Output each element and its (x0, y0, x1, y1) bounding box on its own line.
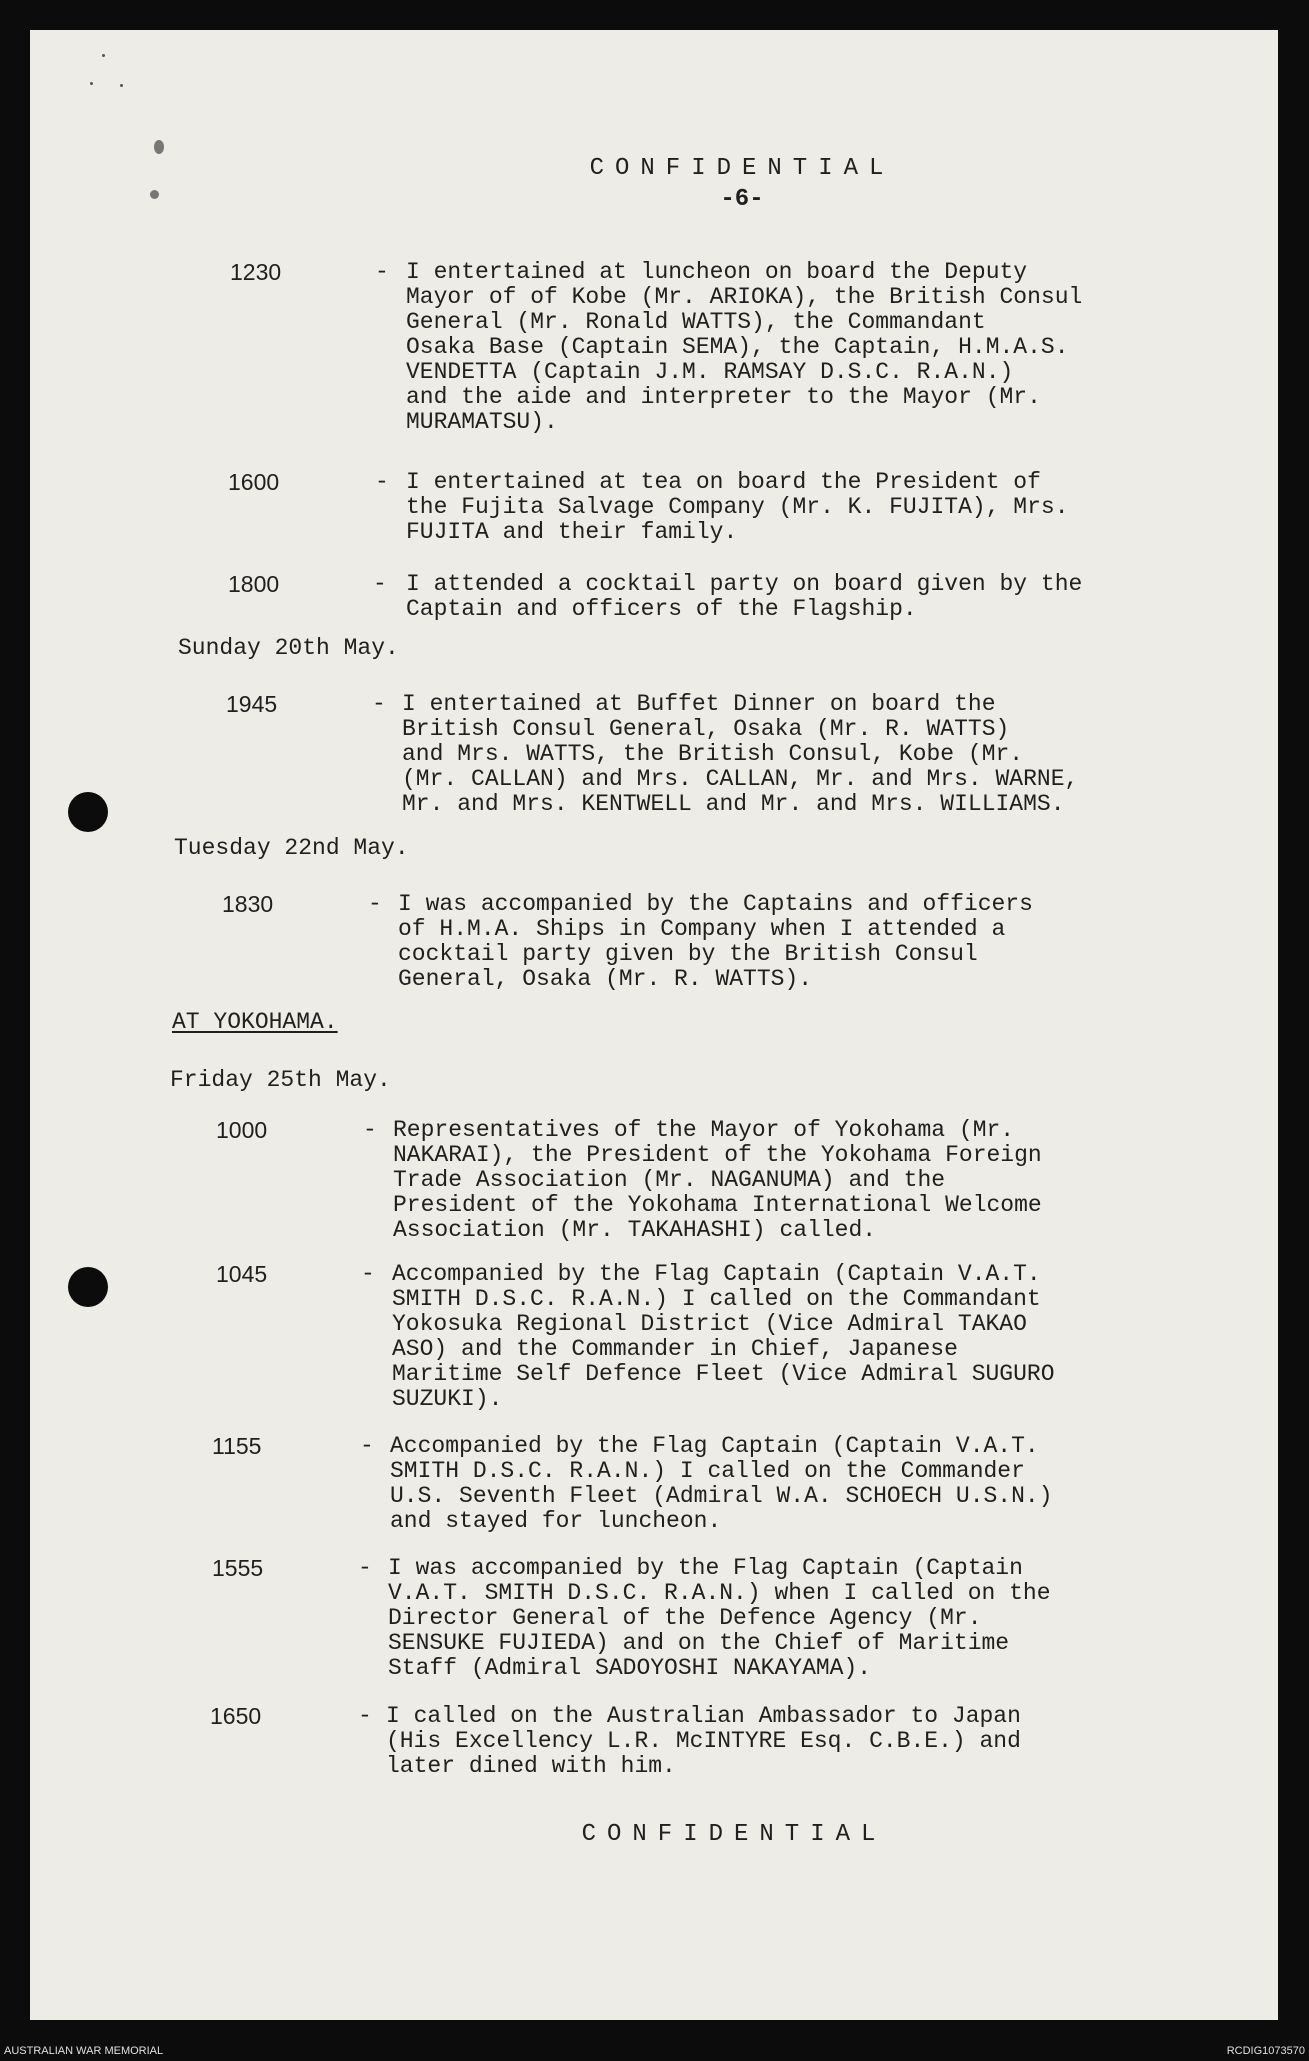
entry-dash: - (360, 1433, 374, 1459)
entry-text: I entertained at tea on board the President of the Fujita Salvage Company (Mr. K. FUJITA), Mrs. FUJITA and their family. (406, 469, 1069, 545)
document-page (30, 30, 1278, 2020)
entry-time: 1600 (228, 469, 280, 495)
entry-time: 1800 (228, 571, 280, 597)
page-number: -6- (720, 186, 764, 213)
entry-dash: - (368, 891, 382, 917)
entry-text: I entertained at Buffet Dinner on board the British Consul General, Osaka (Mr. R. WATTS) and Mrs. WATTS, the British Consul, Kobe (Mr. (Mr. CALLAN) and Mrs. CALLAN, Mr. and Mrs. WARNE, Mr. and Mrs. KENTWELL and Mr. and Mrs. WILLIAMS. (402, 691, 1079, 817)
entry-dash: - (372, 691, 386, 717)
archive-bar (0, 2042, 1309, 2061)
entry-text: I was accompanied by the Flag Captain (Captain V.A.T. SMITH D.S.C. R.A.N.) when I called on the Director General of the Defence Agency (Mr. SENSUKE FUJIEDA) and on the Chief of Maritime Staff (Admiral SADOYOSHI NAKAYAMA). (388, 1555, 1051, 1681)
entry-time: 1945 (226, 691, 278, 717)
day-heading-friday: Friday 25th May. (170, 1067, 391, 1093)
entry-text: Accompanied by the Flag Captain (Captain V.A.T. SMITH D.S.C. R.A.N.) I called on the Commandant Yokosuka Regional District (Vice Admiral TAKAO ASO) and the Commander in Chief, Japanese Maritime Self Defence Fleet (Vice Admiral SUGURO SUZUKI). (392, 1261, 1055, 1412)
entry-time: 1000 (216, 1117, 268, 1143)
entry-dash: - (358, 1703, 372, 1729)
entry-dash: - (375, 259, 389, 285)
entry-text: I entertained at luncheon on board the Deputy Mayor of of Kobe (Mr. ARIOKA), the British Consul General (Mr. Ronald WATTS), the Commandant Osaka Base (Captain SEMA), the Captain, H.M.A.S. VENDETTA (Captain J.M. RAMSAY D.S.C. R.A.N.) and the aide and interpreter to the Mayor (Mr. MURAMATSU). (406, 259, 1083, 435)
confidential-footer: CONFIDENTIAL (581, 1821, 887, 1848)
entry-dash: - (363, 1117, 377, 1143)
paper-mark (90, 82, 93, 85)
entry-time: 1045 (216, 1261, 268, 1287)
entry-dash: - (361, 1261, 375, 1287)
entry-text: Representatives of the Mayor of Yokohama (Mr. NAKARAI), the President of the Yokohama Foreign Trade Association (Mr. NAGANUMA) and the President of the Yokohama International Welcome Association (Mr. TAKAHASHI) called. (393, 1117, 1042, 1243)
entry-time: 1230 (230, 259, 282, 285)
entry-text: Accompanied by the Flag Captain (Captain V.A.T. SMITH D.S.C. R.A.N.) I called on the Commander U.S. Seventh Fleet (Admiral W.A. SCHOECH U.S.N.) and stayed for luncheon. (390, 1433, 1053, 1534)
section-heading-yokohama: AT YOKOHAMA. (172, 1009, 338, 1035)
paper-mark (102, 54, 105, 57)
entry-dash: - (373, 571, 387, 597)
entry-time: 1155 (212, 1433, 262, 1459)
punch-hole (68, 1267, 108, 1307)
entry-time: 1650 (210, 1703, 262, 1729)
entry-text: I called on the Australian Ambassador to Japan (His Excellency L.R. McINTYRE Esq. C.B.E.) and later dined with him. (386, 1703, 1021, 1779)
paper-mark (154, 140, 164, 154)
entry-text: I attended a cocktail party on board given by the Captain and officers of the Flagship. (406, 571, 1083, 622)
paper-mark (120, 84, 123, 87)
entry-dash: - (358, 1555, 372, 1581)
entry-dash: - (375, 469, 389, 495)
day-heading-sunday: Sunday 20th May. (178, 635, 399, 661)
entry-time: 1830 (222, 891, 274, 917)
entry-time: 1555 (212, 1555, 264, 1581)
confidential-heading: CONFIDENTIAL (589, 155, 895, 182)
archive-id: RCDIG1073570 (1226, 2045, 1305, 2057)
punch-hole (68, 792, 108, 832)
day-heading-tuesday: Tuesday 22nd May. (174, 835, 409, 861)
entry-text: I was accompanied by the Captains and officers of H.M.A. Ships in Company when I attended a cocktail party given by the British Consul General, Osaka (Mr. R. WATTS). (398, 891, 1033, 992)
archive-name: AUSTRALIAN WAR MEMORIAL (4, 2045, 164, 2057)
